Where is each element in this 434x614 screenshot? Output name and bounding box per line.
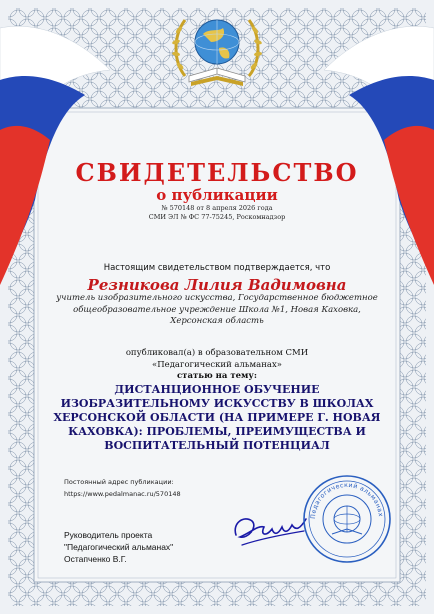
- registration-number: № 570148 от 8 апреля 2026 года: [161, 204, 273, 212]
- topic-line: КАХОВКА): ПРОБЛЕМЫ, ПРЕИМУЩЕСТВА И: [68, 425, 366, 438]
- position-line: общеобразовательное учреждение Школа №1, Новая Каховка,: [73, 304, 361, 315]
- topic-line: ВОСПИТАТЕЛЬНЫЙ ПОТЕНЦИАЛ: [104, 439, 330, 452]
- position-line: учитель изобразительного искусства, Государственное бюджетное: [56, 293, 378, 303]
- signer-name: Остапченко В.Г.: [64, 554, 127, 564]
- person-name: Резникова Лилия Вадимовна: [87, 276, 347, 294]
- topic-label: статью на тему:: [177, 371, 257, 381]
- certificate-subtitle: о публикации: [156, 186, 278, 204]
- confirmation-text: Настоящим свидетельством подтверждается, что: [103, 263, 331, 273]
- published-media-name: «Педагогический альманах»: [152, 359, 282, 370]
- published-line: опубликовал(а) в образовательном СМИ: [125, 348, 309, 358]
- certificate-title: СВИДЕТЕЛЬСТВО: [75, 158, 359, 187]
- handwritten-signature: [230, 505, 310, 555]
- media-registration: СМИ ЭЛ № ФС 77-75245, Роскомнадзор: [148, 213, 286, 221]
- stamp-text: Педагогический альманах: [309, 481, 384, 520]
- round-stamp-icon: [302, 474, 392, 564]
- publication-url[interactable]: https://www.pedalmanac.ru/570148: [64, 490, 181, 498]
- published-info: [0, 348, 434, 371]
- article-topic: [52, 383, 382, 453]
- signer-project: "Педагогический альманах": [64, 542, 174, 552]
- topic-line: ИЗОБРАЗИТЕЛЬНОМУ ИСКУССТВУ В ШКОЛАХ: [60, 397, 374, 410]
- signer-role: Руководитель проекта: [64, 530, 153, 540]
- person-position: [0, 293, 434, 328]
- globe-book-laurel-icon: [167, 6, 267, 90]
- address-label: Постоянный адрес публикации:: [64, 478, 174, 486]
- topic-line: ДИСТАНЦИОННОЕ ОБУЧЕНИЕ: [114, 383, 320, 396]
- position-line: Херсонская область: [170, 316, 264, 326]
- topic-line: ХЕРСОНСКОЙ ОБЛАСТИ (НА ПРИМЕРЕ Г. НОВАЯ: [53, 411, 381, 424]
